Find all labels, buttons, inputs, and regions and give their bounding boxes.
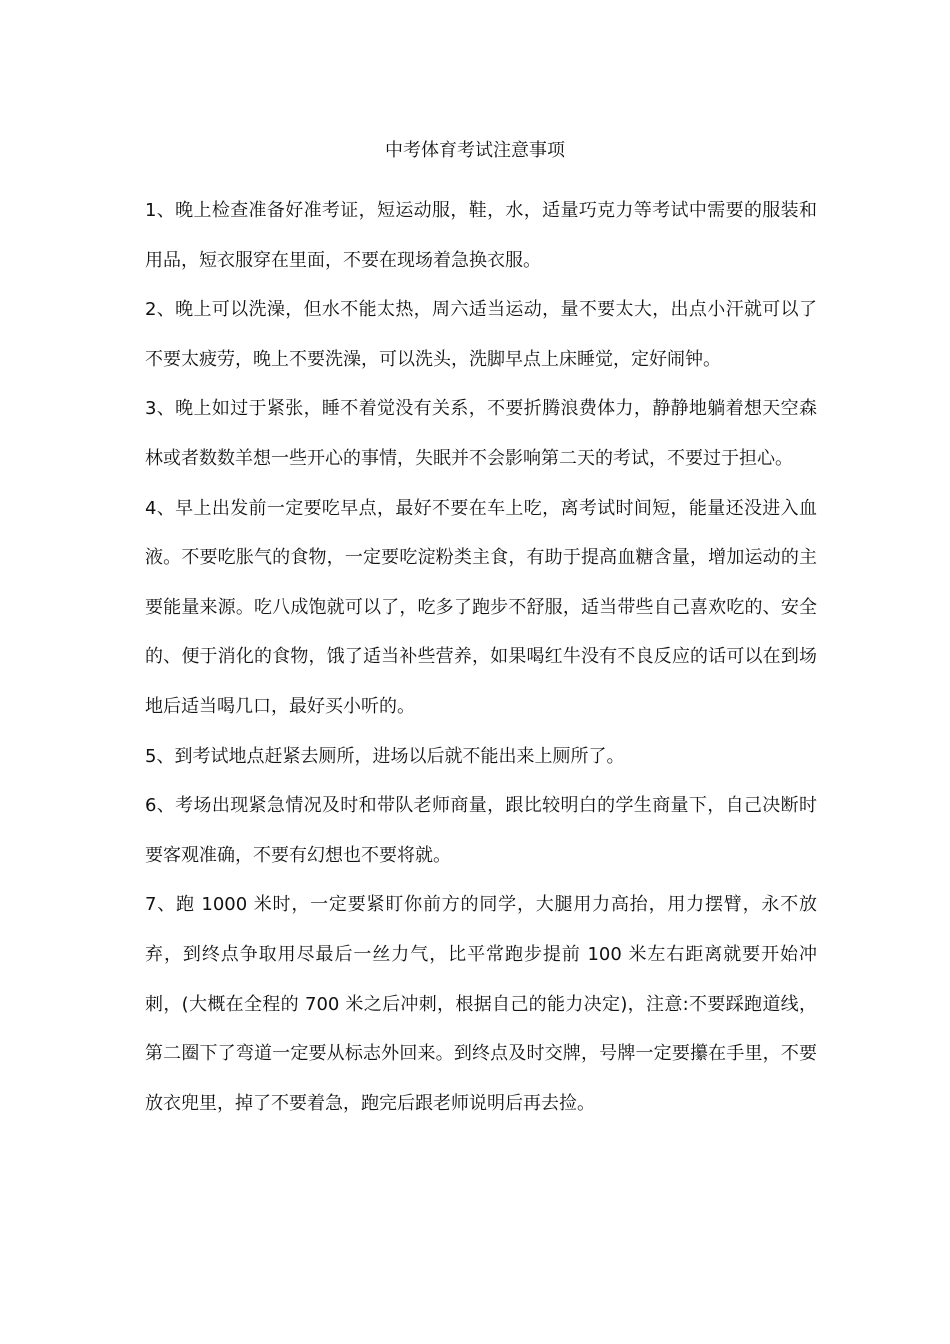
paragraph-2: 2、晚上可以洗澡，但水不能太热，周六适当运动，量不要太大，出点小汗就可以了不要太疲劳，晚上不要洗澡，可以洗头，洗脚早点上床睡觉，定好闹钟。 (145, 299, 817, 370)
paragraph-3: 3、晚上如过于紧张，睡不着觉没有关系，不要折腾浪费体力，静静地躺着想天空森林或者数数羊想一些开心的事情，失眠并不会影响第二天的考试，不要过于担心。 (145, 398, 817, 469)
paragraph-7: 7、跑 1000 米时，一定要紧盯你前方的同学，大腿用力高抬，用力摆臂，永不放弃，到终点争取用尽最后一丝力气，比平常跑步提前 100 米左右距离就要开始冲刺，(大概在全程的 700 米之后冲刺，根据自己的能力决定)，注意:不要踩跑道线，第二圈下了弯道一定要从标志外回来。到终点及时交牌，号牌一定要攥在手里，不要放衣兜里，掉了不要着急，跑完后跟老师说明后再去捡。 (145, 894, 817, 1114)
paragraph-6: 6、考场出现紧急情况及时和带队老师商量，跟比较明白的学生商量下，自己决断时要客观准确，不要有幻想也不要将就。 (145, 795, 817, 866)
paragraph-5: 5、到考试地点赶紧去厕所，进场以后就不能出来上厕所了。 (145, 745, 625, 767)
paragraph-1: 1、晚上检查准备好准考证，短运动服，鞋，水，适量巧克力等考试中需要的服装和用品，短衣服穿在里面，不要在现场着急换衣服。 (145, 200, 817, 271)
paragraph-4: 4、早上出发前一定要吃早点，最好不要在车上吃，离考试时间短，能量还没进入血液。不要吃胀气的食物，一定要吃淀粉类主食，有助于提高血糖含量，增加运动的主要能量来源。吃八成饱就可以了，吃多了跑步不舒服，适当带些自己喜欢吃的、安全的、便于消化的食物，饿了适当补些营养，如果喝红牛没有不良反应的话可以在到场地后适当喝几口，最好买小听的。 (145, 497, 817, 717)
document-body (145, 186, 817, 1128)
document-title: 中考体育考试注意事项 (385, 140, 565, 161)
